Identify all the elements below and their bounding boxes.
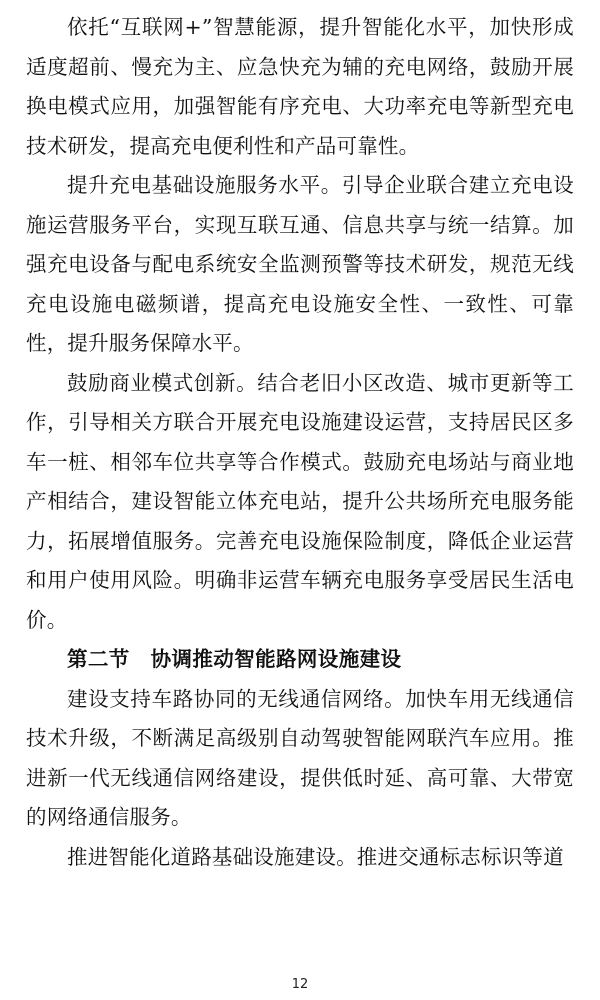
body-paragraph: 推进智能化道路基础设施建设。推进交通标志标识等道: [67, 844, 564, 869]
body-paragraph: 提升充电基础设施服务水平。引导企业联合建立充电设施运营服务平台，实现互联互通、信息共享与统一结算。加强充电设备与配电系统安全监测预警等技术研发，规范无线充电设施电磁频谱，提高充电设施安全性、一致性、可靠性，提升服务保障水平。: [26, 173, 574, 355]
body-paragraph: 建设支持车路协同的无线通信网络。加快车用无线通信技术升级，不断满足高级别自动驾驶智能网联汽车应用。推进新一代无线通信网络建设，提供低时延、高可靠、大带宽的网络通信服务。: [26, 686, 574, 829]
page-number: 12: [291, 977, 309, 992]
body-paragraph: 依托“互联网+”智慧能源，提升智能化水平，加快形成适度超前、慢充为主、应急快充为辅的充电网络，鼓励开展换电模式应用，加强智能有序充电、大功率充电等新型充电技术研发，提高充电便利性和产品可靠性。: [26, 15, 574, 158]
section-heading: 第二节 协调推动智能路网设施建设: [67, 647, 402, 671]
body-paragraph: 鼓励商业模式创新。结合老旧小区改造、城市更新等工作，引导相关方联合开展充电设施建设运营，支持居民区多车一桩、相邻车位共享等合作模式。鼓励充电场站与商业地产相结合，建设智能立体充电站，提升公共场所充电服务能力，拓展增值服务。完善充电设施保险制度，降低企业运营和用户使用风险。明确非运营车辆充电服务享受居民生活电价。: [26, 370, 574, 632]
